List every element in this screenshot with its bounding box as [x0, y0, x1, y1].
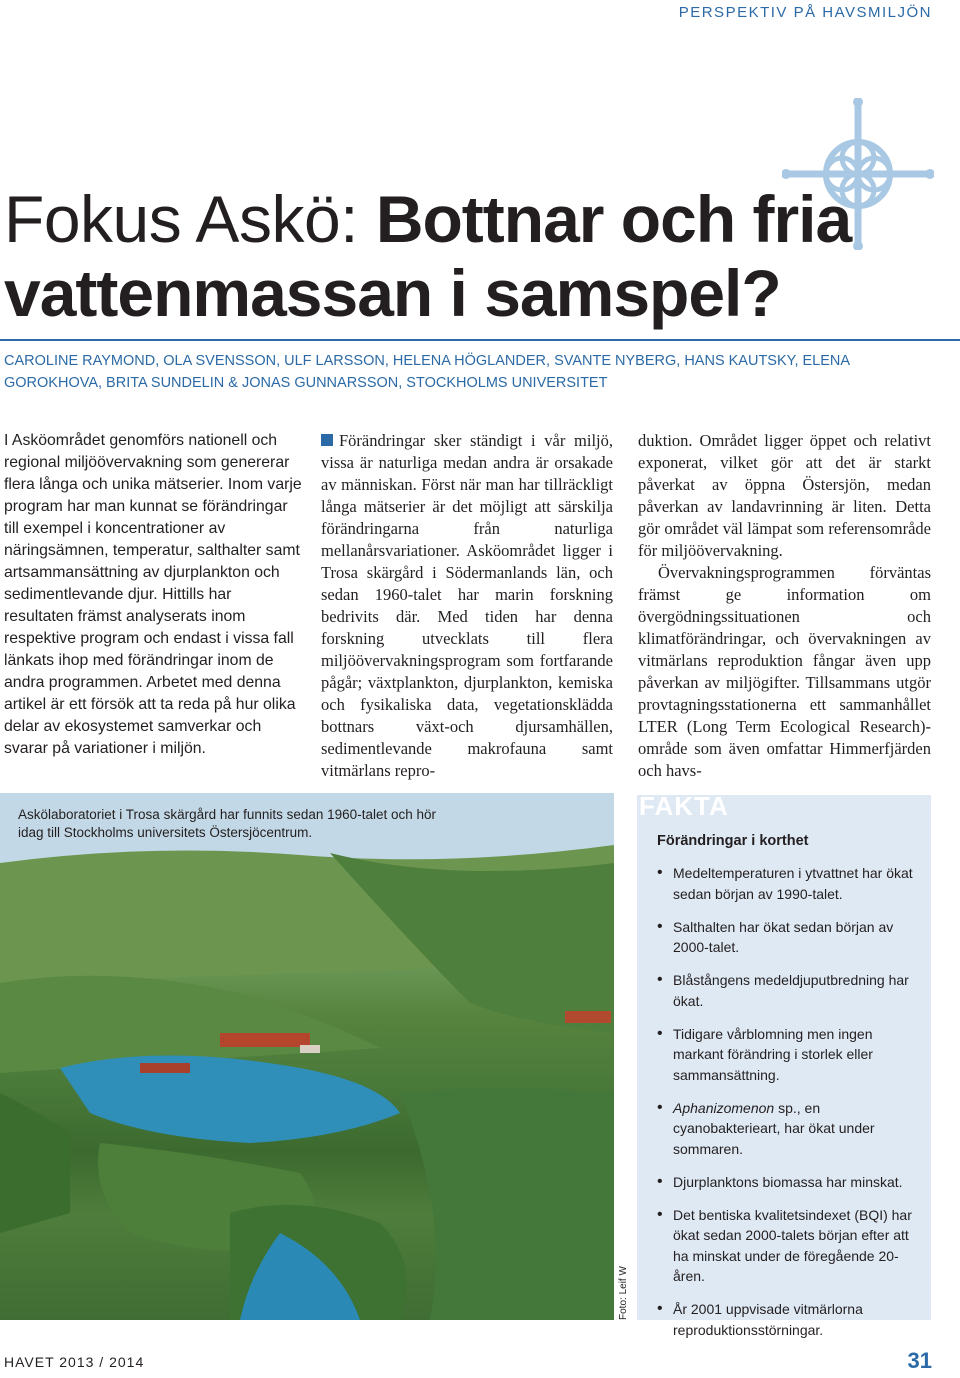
fakta-item: • Djurplanktons biomassa har minskat.: [657, 1172, 921, 1193]
body-text-1: Förändringar sker ständigt i vår miljö, vissa är naturliga medan andra är orsakade av människan. Först när man har tillräckligt långa mätserier är det möjligt att särskilja förändringarna från naturliga mellanårsvariationer. Asköområdet ligger i Trosa skärgård i Södermanlands län, och sedan 1960-talet har marin forskning bedrivits där. Med tiden har denna forskning utvecklats till flera miljöövervakningsprogram som fortfarande pågår; växtplankton, djurplankton, kemiska och fysikaliska data, vegetationsklädda bottnars växt-och djursamhällen, sedimentlevande makrofauna samt vitmärlans repro-: [321, 431, 613, 780]
fakta-item: • Salthalten har ökat sedan början av 2000-talet.: [657, 917, 921, 958]
page-number: 31: [907, 1348, 932, 1373]
archipelago-illustration: [0, 793, 614, 1320]
title-light: Fokus Askö:: [4, 182, 376, 256]
archipelago-photo: [0, 793, 614, 1320]
body-text-3: Övervakningsprogrammen förväntas främst ge information om övergödningssituationen och klimatförändringar, och övervakningen av vitmärlans reproduktion fångar även upp påverkan av miljögifter. Tillsammans utgör provtagningsstationerna ett sammanhållet LTER (Long Term Ecological Research)-område som även omfattar Himmerfjärden och havs-: [638, 563, 931, 780]
section-label: PERSPEKTIV PÅ HAVSMILJÖN: [678, 4, 932, 21]
fakta-item: • Tidigare vårblomning men ingen markant förändring i storlek eller sammansättning.: [657, 1024, 921, 1086]
photo-credit: [614, 1200, 632, 1320]
fakta-item: • Blåstångens medeldjuputbredning har ökat.: [657, 970, 921, 1011]
fakta-item: • Det bentiska kvalitetsindexet (BQI) har ökat sedan 2000-talets början efter att ha minskat under de föregående 20-åren.: [657, 1205, 921, 1287]
title-bold: Bottnar och fria vattenmassan i samspel?: [4, 182, 852, 330]
blue-square-bullet-icon: [321, 434, 333, 446]
fakta-box: [637, 791, 931, 1338]
species-name: Aphanizomenon: [673, 1099, 775, 1116]
fakta-label: FAKTA: [639, 791, 729, 821]
body-text-2: duktion. Området ligger öppet och relativt exponerat, vilket gör att det är starkt påverkat av öppna Östersjön, medan påverkan av landavrinning är liten. Detta gör området väl lämpat som referensområde för miljöövervakning.: [638, 431, 931, 560]
title-divider: [0, 339, 960, 341]
body-column-1: [321, 430, 613, 782]
fakta-item: • År 2001 uppvisade vitmärlorna reproduktionsstörningar.: [657, 1299, 921, 1340]
article-title: [4, 182, 934, 330]
intro-paragraph: I Asköområdet genomförs nationell och regional miljöövervakning som genererar flera långa och unika mätserier. Inom varje program har man kunnat se förändringar till exempel i koncentrationer av näringsämnen, temperatur, salthalter samt artsammansättning av djurplankton och sedimentlevande djur. Hittills har resultaten främst analyserats inom respektive program och endast i vissa fall länkats ihop med förändringar inom de andra programmen. Arbetet med denna artikel är ett försök att ta reda på hur olika delar av ekosystemet samverkar och svarar på variationer i miljön.: [4, 432, 302, 757]
fakta-list: [657, 863, 921, 1353]
author-list: CAROLINE RAYMOND, OLA SVENSSON, ULF LARSSON, HELENA HÖGLANDER, SVANTE NYBERG, HANS KAUTSKY, ELENA GOROKHOVA, BRITA SUNDELIN & JONAS GUNNARSSON, STOCKHOLMS UNIVERSITET: [4, 353, 850, 391]
fakta-heading: Förändringar i korthet: [657, 833, 809, 849]
photo-credit-text: Foto: Leif W: [618, 1266, 629, 1320]
photo-caption: Askölaboratoriet i Trosa skärgård har funnits sedan 1960-talet och hör idag till Stockholms universitets Östersjöcentrum.: [18, 807, 436, 840]
publication-footer: HAVET 2013 / 2014: [4, 1354, 145, 1370]
body-column-2: [638, 430, 931, 782]
fakta-item: • Medeltemperaturen i ytvattnet har ökat sedan början av 1990-talet.: [657, 863, 921, 904]
fakta-item: • Aphanizomenon sp., en cyanobakterieart, har ökat under sommaren.: [657, 1098, 921, 1160]
